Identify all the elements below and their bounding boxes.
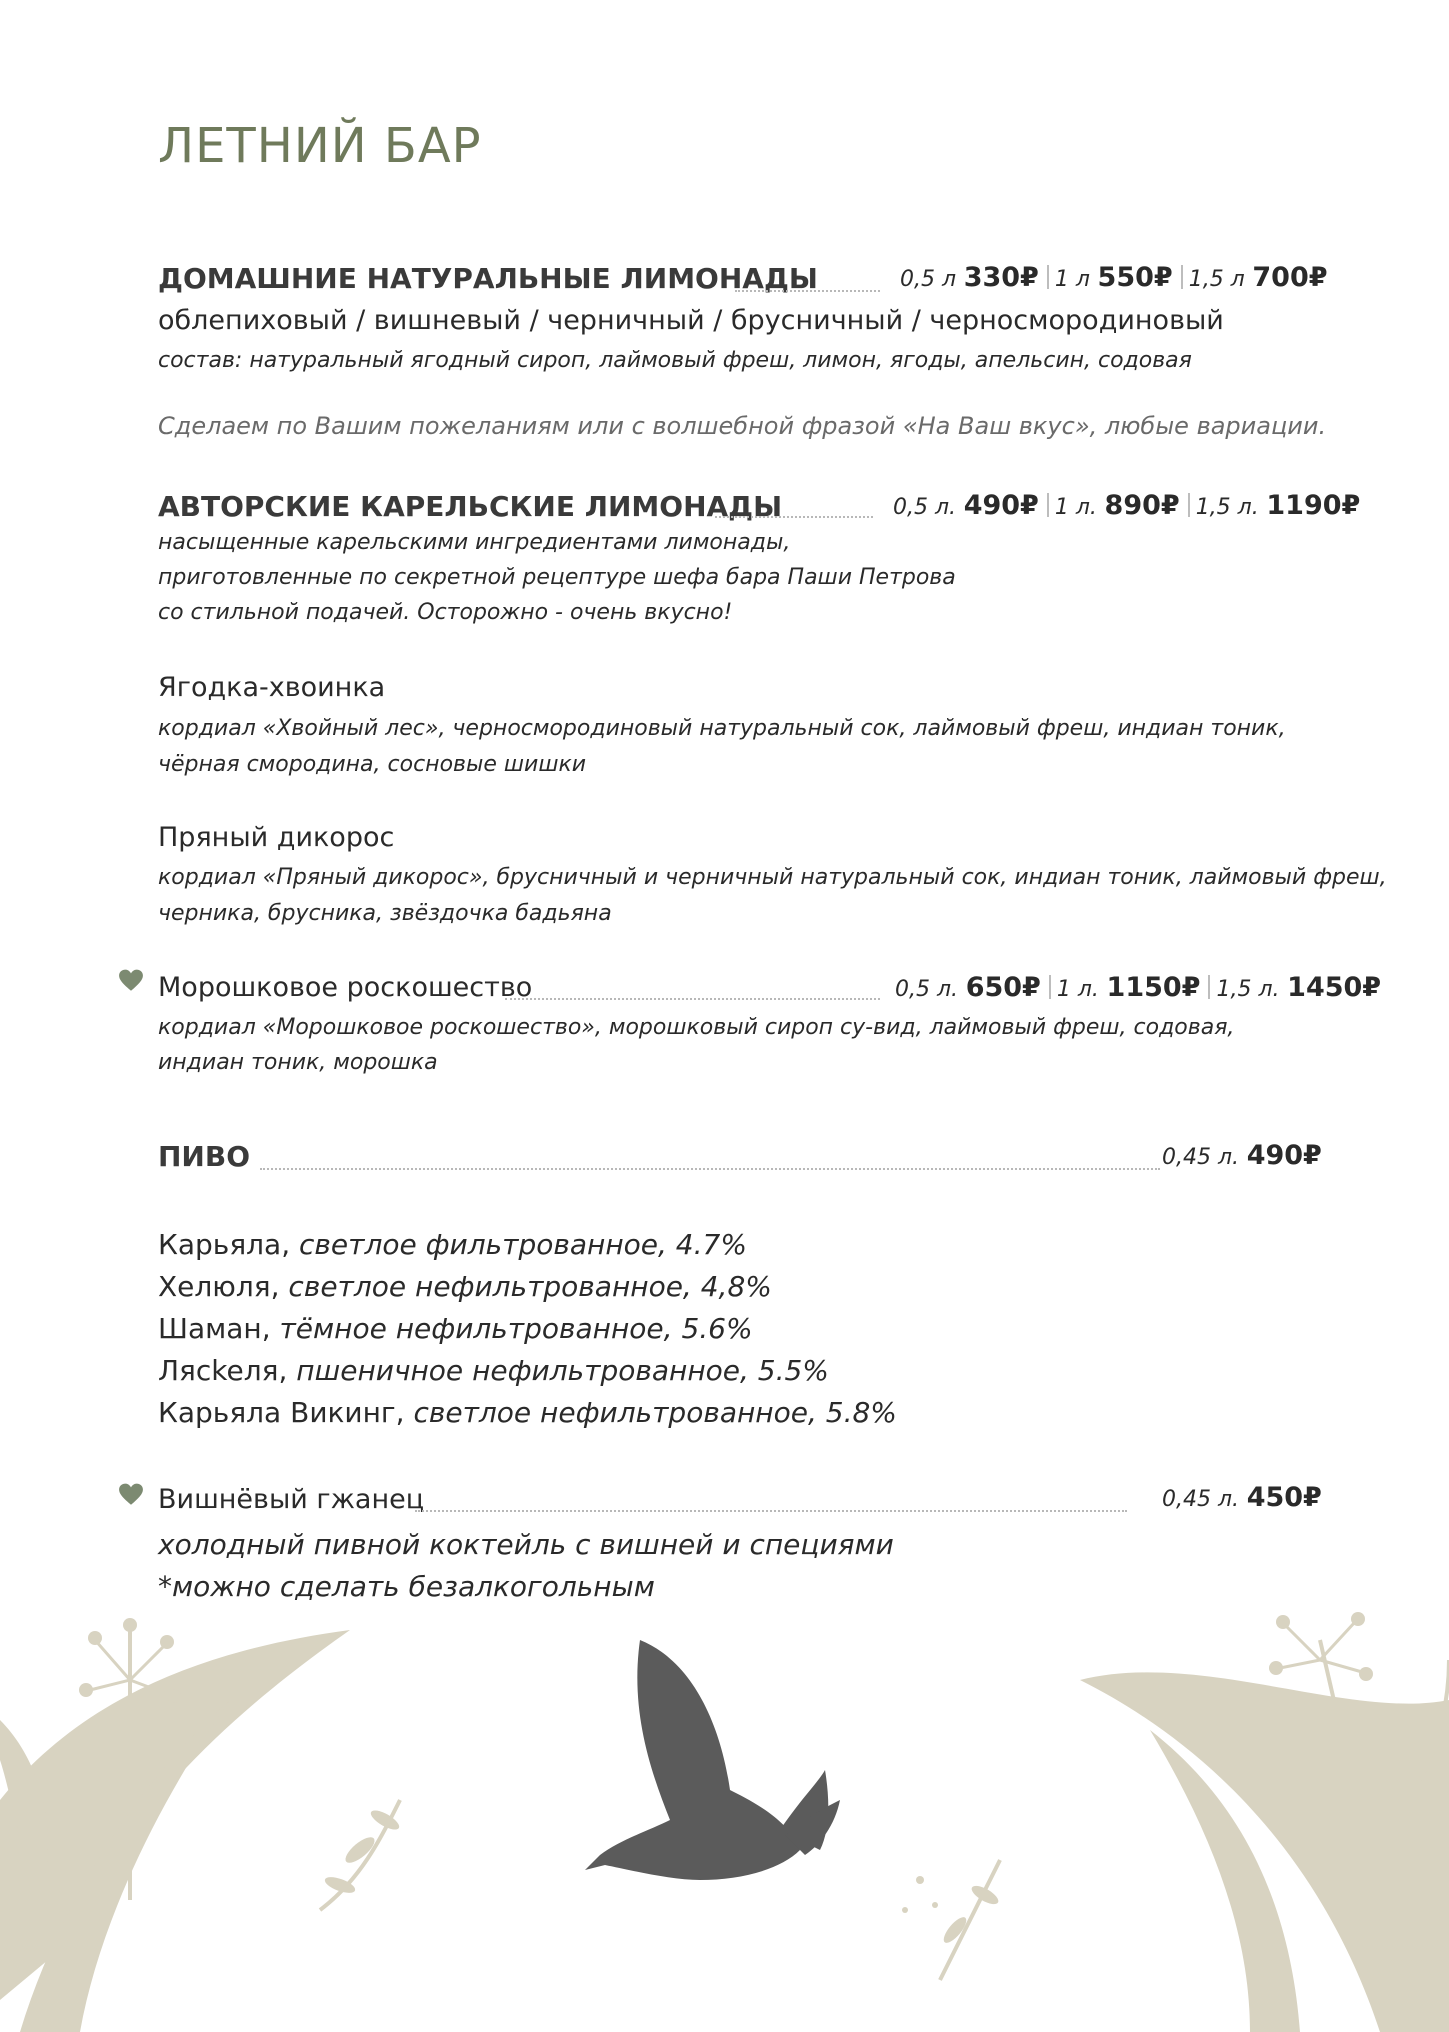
price-volume: 1,5 л.	[1195, 495, 1259, 520]
beer-name: Карьяла Викинг,	[158, 1396, 405, 1429]
price-volume: 0,45 л.	[1162, 1487, 1240, 1512]
beer-price	[1162, 1140, 1322, 1171]
price-volume: 0,45 л.	[1162, 1145, 1240, 1170]
price-separator	[1188, 493, 1190, 517]
price-volume: 1,5 л.	[1216, 977, 1280, 1002]
homemade-composition: состав: натуральный ягодный сироп, лаймовый фреш, лимон, ягоды, апельсин, содовая	[158, 348, 1192, 373]
homemade-note: Сделаем по Вашим пожеланиям или с волшебной фразой «На Ваш вкус», любые вариации.	[158, 412, 1327, 440]
price-separator	[1181, 265, 1183, 289]
beer-name: Карьяла,	[158, 1228, 291, 1261]
item-prices	[895, 972, 1381, 1003]
homemade-prices	[900, 262, 1328, 293]
left-plant-illustration	[0, 1618, 402, 2032]
beer-title: ПИВО	[158, 1140, 251, 1173]
price-separator	[1047, 493, 1049, 517]
cocktail-name: Вишнёвый гжанец	[158, 1484, 425, 1515]
beer-item	[158, 1312, 753, 1345]
price-amount: 490₽	[1246, 1140, 1322, 1171]
price-amount: 890₽	[1104, 490, 1180, 521]
dotted-leader	[505, 998, 880, 1000]
price-amount: 650₽	[965, 972, 1041, 1003]
beer-description: светлое нефильтрованное, 5.8%	[413, 1396, 897, 1429]
price-volume: 1 л.	[1054, 495, 1097, 520]
page-title: ЛЕТНИЙ БАР	[158, 118, 482, 174]
beer-description: пшеничное нефильтрованное, 5.5%	[296, 1354, 829, 1387]
author-description-line: насыщенные карельскими ингредиентами лимонады,	[158, 530, 791, 555]
homemade-flavors: облепиховый / вишневый / черничный / брусничный / черносмородиновый	[158, 305, 1224, 336]
decor-dots	[902, 1876, 938, 1913]
item-description-line: индиан тоник, морошка	[158, 1050, 438, 1075]
author-title: АВТОРСКИЕ КАРЕЛЬСКИЕ ЛИМОНАДЫ	[158, 490, 783, 523]
dotted-leader	[415, 1510, 1127, 1512]
item-name: Морошковое роскошество	[158, 972, 533, 1003]
right-plant-illustration	[940, 1612, 1449, 2032]
dotted-leader	[715, 516, 873, 518]
beer-item	[158, 1396, 897, 1429]
beer-name: Хелюля,	[158, 1270, 280, 1303]
beer-item	[158, 1228, 747, 1261]
item-description-line: кордиал «Морошковое роскошество», морошковый сироп су-вид, лаймовый фреш, содовая,	[158, 1015, 1235, 1040]
author-prices	[893, 490, 1360, 521]
beer-description: светлое фильтрованное, 4.7%	[299, 1228, 747, 1261]
cocktail-description-line: *можно сделать безалкогольным	[158, 1570, 655, 1603]
cocktail-description-line: холодный пивной коктейль с вишней и специями	[158, 1528, 894, 1561]
price-volume: 0,5 л.	[895, 977, 959, 1002]
price-amount: 1190₽	[1266, 490, 1361, 521]
price-separator	[1047, 265, 1049, 289]
cocktail-price	[1162, 1482, 1322, 1513]
price-amount: 1450₽	[1287, 972, 1382, 1003]
author-description-line: приготовленные по секретной рецептуре шефа бара Паши Петрова	[158, 565, 956, 590]
price-volume: 1,5 л	[1188, 267, 1245, 292]
heart-icon	[118, 1482, 144, 1508]
price-amount: 330₽	[963, 262, 1039, 293]
price-separator	[1049, 975, 1051, 999]
item-name: Пряный дикорос	[158, 822, 395, 853]
beer-description: тёмное нефильтрованное, 5.6%	[279, 1312, 753, 1345]
price-volume: 0,5 л	[900, 267, 957, 292]
price-volume: 1 л	[1054, 267, 1090, 292]
bird-illustration	[585, 1640, 840, 1880]
price-amount: 550₽	[1097, 262, 1173, 293]
item-description-line: черника, брусника, звёздочка бадьяна	[158, 901, 612, 926]
price-volume: 1 л.	[1056, 977, 1099, 1002]
price-amount: 1150₽	[1106, 972, 1201, 1003]
item-description-line: кордиал «Пряный дикорос», брусничный и черничный натуральный сок, индиан тоник, лаймовый фреш,	[158, 865, 1387, 890]
price-separator	[1208, 975, 1210, 999]
item-description-line: кордиал «Хвойный лес», черносмородиновый натуральный сок, лаймовый фреш, индиан тоник,	[158, 716, 1286, 741]
dotted-leader	[260, 1168, 1160, 1170]
item-description-line: чёрная смородина, сосновые шишки	[158, 752, 587, 777]
beer-name: Шаман,	[158, 1312, 271, 1345]
price-amount: 700₽	[1252, 262, 1328, 293]
item-name: Ягодка-хвоинка	[158, 672, 386, 703]
beer-item	[158, 1270, 772, 1303]
dotted-leader	[735, 290, 880, 292]
price-volume: 0,5 л.	[893, 495, 957, 520]
price-amount: 450₽	[1246, 1482, 1322, 1513]
author-description-line: со стильной подачей. Осторожно - очень вкусно!	[158, 600, 733, 625]
homemade-title: ДОМАШНИЕ НАТУРАЛЬНЫЕ ЛИМОНАДЫ	[158, 262, 818, 295]
beer-item	[158, 1354, 829, 1387]
beer-description: светлое нефильтрованное, 4,8%	[288, 1270, 772, 1303]
heart-icon	[118, 968, 144, 994]
beer-name: Лясkeля,	[158, 1354, 288, 1387]
price-amount: 490₽	[963, 490, 1039, 521]
